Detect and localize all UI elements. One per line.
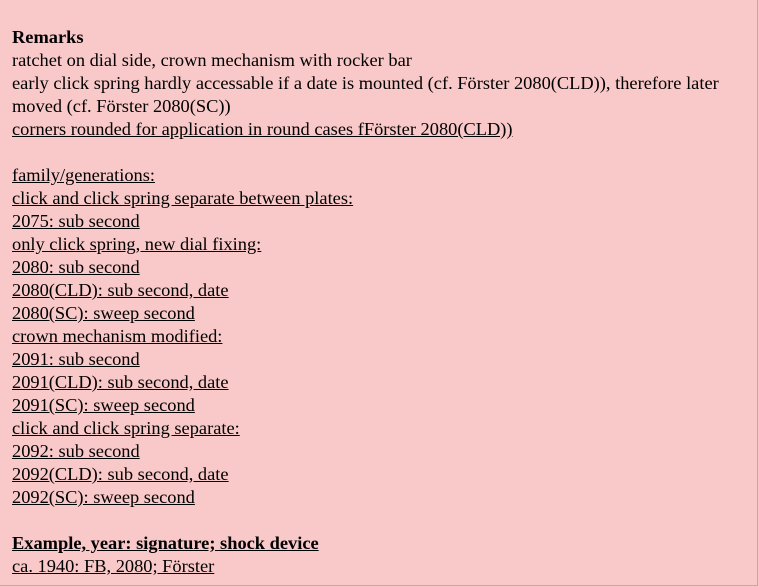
- family-link[interactable]: click and click spring separate:: [12, 418, 240, 438]
- examples-heading-link[interactable]: Example, year: signature; shock device: [12, 533, 319, 553]
- remark-line: ratchet on dial side, crown mechanism with rocker bar: [12, 50, 412, 70]
- family-link[interactable]: 2092(SC): sweep second: [12, 487, 195, 507]
- family-link[interactable]: 2091: sub second: [12, 349, 140, 369]
- example-link[interactable]: ca. 1940: FB, 2080; Förster: [12, 556, 215, 576]
- remark-link[interactable]: corners rounded for application in round cases fFörster 2080(CLD)): [12, 119, 513, 139]
- family-heading-link[interactable]: family/generations:: [12, 165, 155, 185]
- remarks-heading: Remarks: [12, 27, 84, 47]
- family-link[interactable]: 2091(CLD): sub second, date: [12, 372, 229, 392]
- family-link[interactable]: 2075: sub second: [12, 211, 140, 231]
- family-link[interactable]: crown mechanism modified:: [12, 326, 223, 346]
- family-link[interactable]: 2092: sub second: [12, 441, 140, 461]
- spacer: [12, 141, 752, 164]
- remark-line: early click spring hardly accessable if a date is mounted (cf. Förster 2080(CLD)), therefore later moved (cf. Förster 2080(SC)): [12, 73, 719, 116]
- family-link[interactable]: 2080(CLD): sub second, date: [12, 280, 229, 300]
- spacer: [12, 509, 752, 532]
- family-link[interactable]: 2092(CLD): sub second, date: [12, 464, 229, 484]
- page-content: [12, 26, 752, 578]
- family-link[interactable]: only click spring, new dial fixing:: [12, 234, 262, 254]
- family-link[interactable]: click and click spring separate between plates:: [12, 188, 354, 208]
- family-link[interactable]: 2080: sub second: [12, 257, 140, 277]
- family-link[interactable]: 2080(SC): sweep second: [12, 303, 195, 323]
- family-link[interactable]: 2091(SC): sweep second: [12, 395, 195, 415]
